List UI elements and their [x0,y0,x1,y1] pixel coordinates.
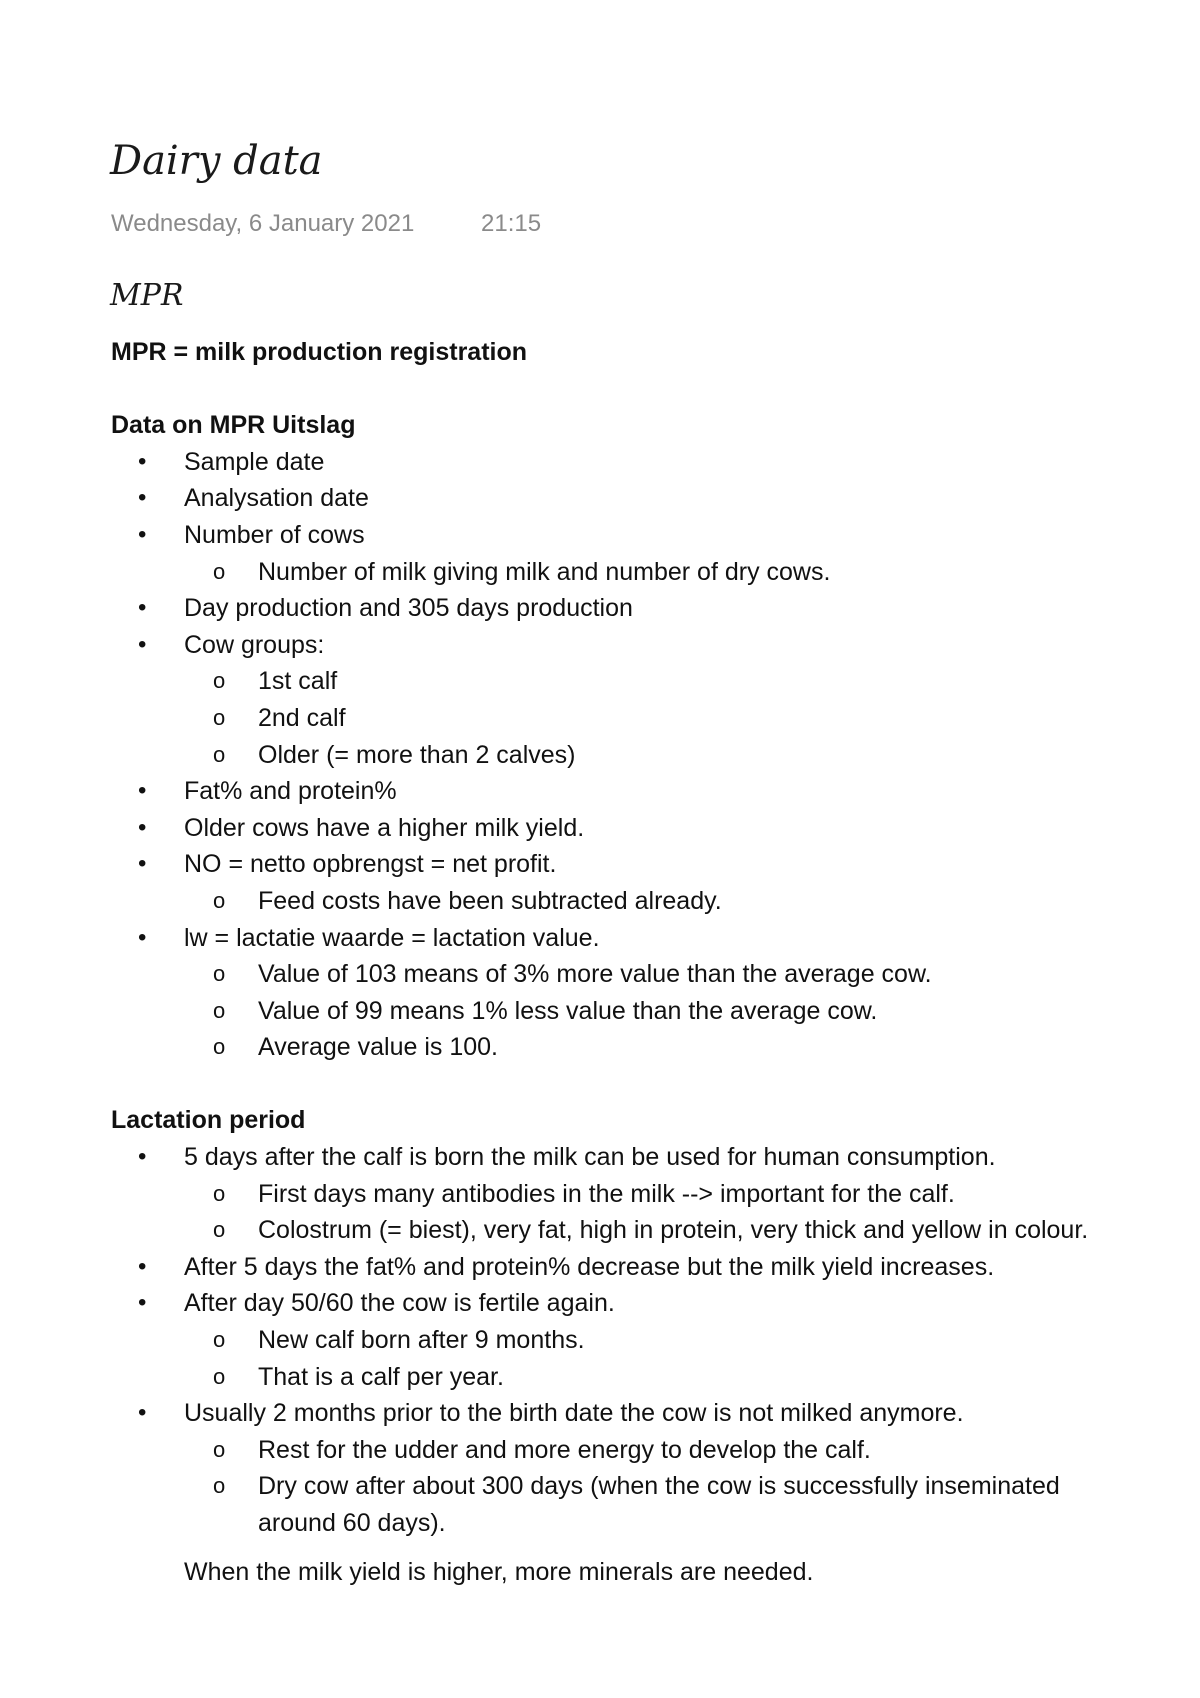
sub-list-item: o Rest for the udder and more energy to develop the calf. [111,1432,1111,1469]
sub-list-item: o Dry cow after about 300 days (when the cow is successfully inseminated around 60 days). [111,1468,1111,1541]
sub-list-item: o Value of 99 means 1% less value than the average cow. [111,993,1111,1030]
sub-list-item: o Colostrum (= biest), very fat, high in protein, very thick and yellow in colour. [111,1212,1111,1249]
handwritten-section-heading: MPR [110,278,184,313]
sub-list-item: o Value of 103 means of 3% more value than the average cow. [111,956,1111,993]
sub-list-item: o 2nd calf [111,700,1111,737]
list-item: • lw = lactatie waarde = lactation value. [111,920,1111,957]
list-item: • 5 days after the calf is born the milk can be used for human consumption. [111,1139,1111,1176]
list-item: • Usually 2 months prior to the birth date the cow is not milked anymore. [111,1395,1111,1432]
uitslag-heading: Data on MPR Uitslag [111,411,356,440]
list-item: • Fat% and protein% [111,773,1111,810]
list-item: • Day production and 305 days production [111,590,1111,627]
list-item: • Number of cows [111,517,1111,554]
list-item: • Cow groups: [111,627,1111,664]
lactation-list [111,1139,1111,1542]
spacer [111,1066,1111,1103]
cut-off-list-item: When the milk yield is higher, more minerals are needed. [184,1558,814,1586]
spacer [111,371,1111,408]
sub-list-item: o Older (= more than 2 calves) [111,737,1111,774]
lactation-heading: Lactation period [111,1106,306,1135]
mpr-definition: MPR = milk production registration [111,338,528,366]
list-item: • Older cows have a higher milk yield. [111,810,1111,847]
sub-list-item: o 1st calf [111,663,1111,700]
list-item: • Sample date [111,444,1111,481]
sub-list-item: o That is a calf per year. [111,1359,1111,1396]
uitslag-list [111,444,1111,1066]
sub-list-item: o Number of milk giving milk and number of dry cows. [111,554,1111,591]
note-timestamp [111,210,542,238]
note-body [111,334,1111,1542]
list-item: • NO = netto opbrengst = net profit. [111,846,1111,883]
list-item: • After 5 days the fat% and protein% decrease but the milk yield increases. [111,1249,1111,1286]
note-title: Dairy data [110,138,323,184]
sub-list-item: o Feed costs have been subtracted already. [111,883,1111,920]
note-date: Wednesday, 6 January 2021 [111,210,415,237]
list-item: • Analysation date [111,480,1111,517]
sub-list-item: o New calf born after 9 months. [111,1322,1111,1359]
cut-off-line [111,1558,1111,1596]
sub-list-item: o First days many antibodies in the milk --> important for the calf. [111,1176,1111,1213]
sub-list-item: o Average value is 100. [111,1029,1111,1066]
note-time: 21:15 [481,210,542,237]
list-item: • After day 50/60 the cow is fertile again. [111,1285,1111,1322]
